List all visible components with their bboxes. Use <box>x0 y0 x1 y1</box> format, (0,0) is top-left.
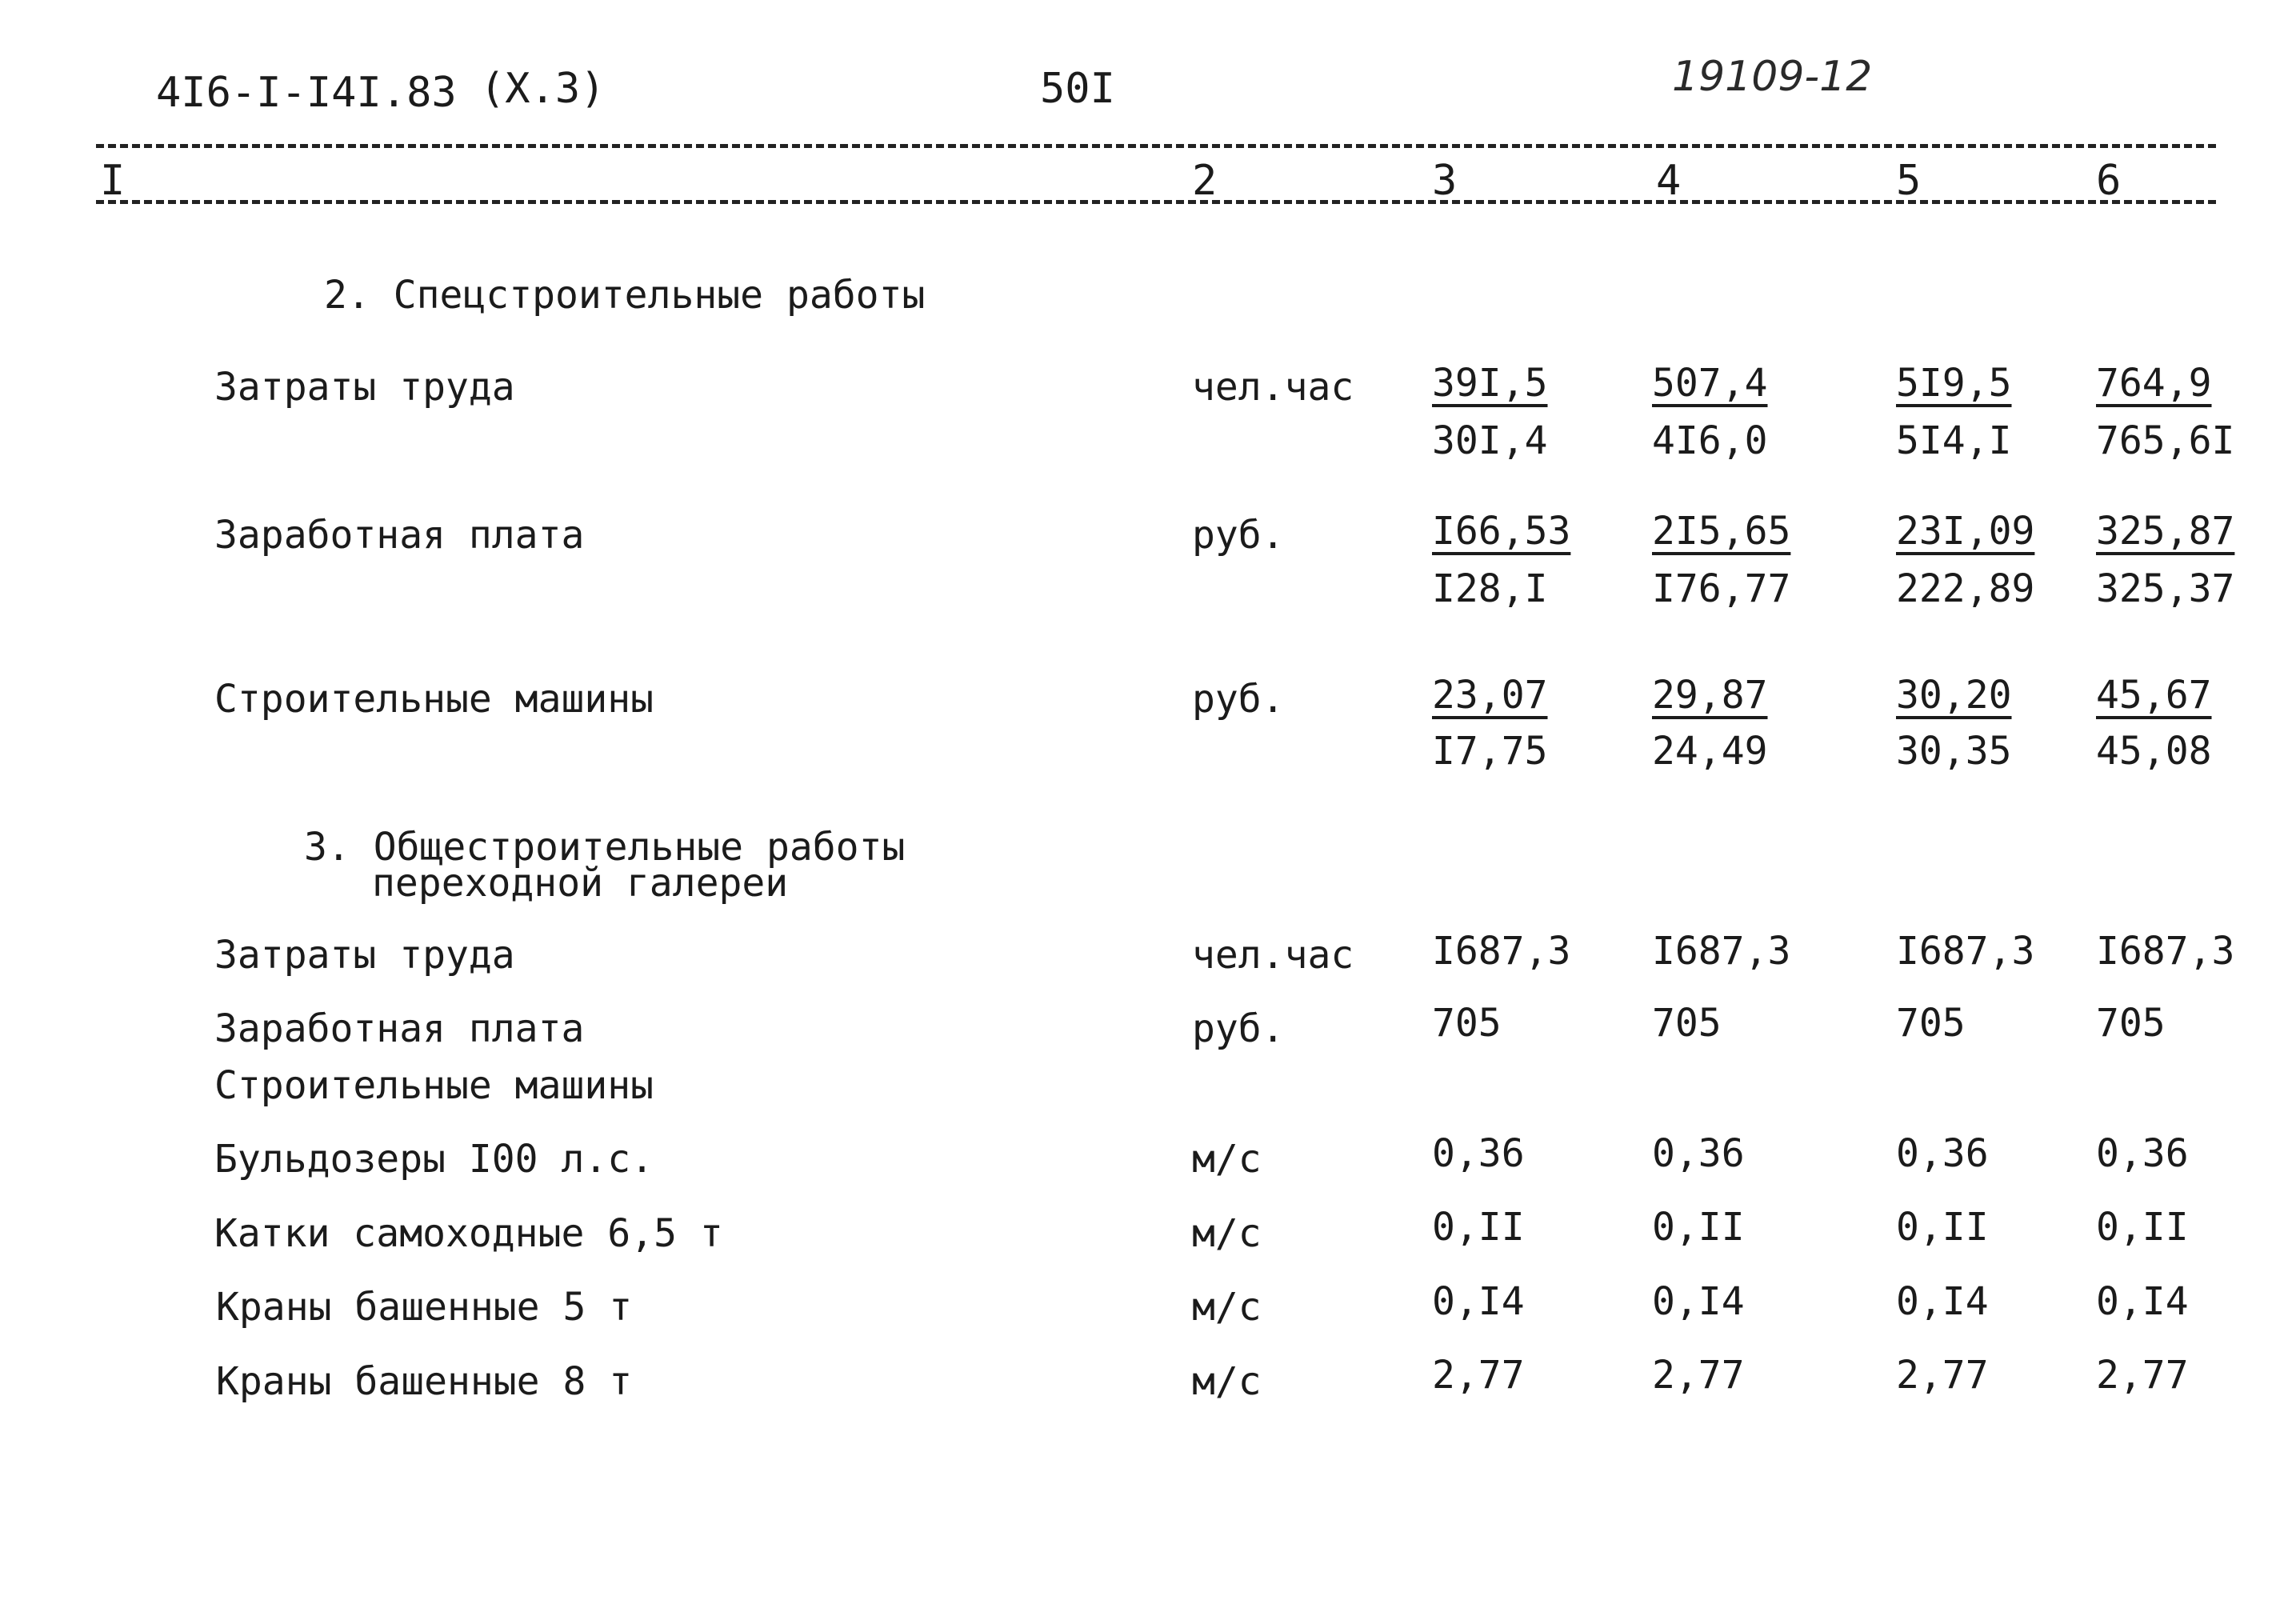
column-number: 6 <box>2096 157 2122 205</box>
row-label: Затраты труда <box>214 365 515 410</box>
value-bottom: 222,89 <box>1896 566 2035 611</box>
row-unit: чел.час <box>1192 365 1354 410</box>
value-bottom: I76,77 <box>1652 566 1791 611</box>
value-bottom: 30,35 <box>1896 729 2012 774</box>
value-bottom: 765,6I <box>2096 418 2235 463</box>
section-title: 3. Общестроительные работы <box>304 825 906 870</box>
value: 705 <box>1896 1001 1966 1046</box>
value: 705 <box>1652 1001 1722 1046</box>
value: 2,77 <box>1652 1353 1745 1398</box>
value: I687,3 <box>1896 929 2035 974</box>
value: 705 <box>2096 1001 2166 1046</box>
value-bottom: 5I4,I <box>1896 418 2012 463</box>
value: I687,3 <box>1432 929 1571 974</box>
value: 0,II <box>1432 1205 1525 1250</box>
value-bottom: 4I6,0 <box>1652 418 1768 463</box>
row-unit: м/с <box>1192 1211 1262 1256</box>
value: 0,36 <box>1652 1131 1745 1176</box>
value: 0,I4 <box>1896 1279 1989 1324</box>
row-unit: чел.час <box>1192 933 1354 978</box>
header-rule-top <box>96 144 2216 148</box>
value-bottom: I7,75 <box>1432 729 1548 774</box>
value: 0,I4 <box>2096 1279 2189 1324</box>
column-number: 2 <box>1192 157 1218 205</box>
section-title-continuation: переходной галереи <box>372 861 789 906</box>
document-code-suffix: (X.3) <box>480 65 606 113</box>
row-label: Краны башенные 5 т <box>216 1285 633 1330</box>
row-label: Строительные машины <box>214 677 654 722</box>
value: 705 <box>1432 1001 1502 1046</box>
value: I687,3 <box>2096 929 2235 974</box>
value-bottom: 24,49 <box>1652 729 1768 774</box>
row-label: Заработная плата <box>214 1006 585 1051</box>
row-unit: руб. <box>1192 677 1285 722</box>
value: I687,3 <box>1652 929 1791 974</box>
row-label: Заработная плата <box>214 513 585 558</box>
value: 0,I4 <box>1652 1279 1745 1324</box>
value: 0,II <box>1652 1205 1745 1250</box>
value: 0,36 <box>1896 1131 1989 1176</box>
handwritten-reference: 19109-12 <box>1672 53 1873 101</box>
page-number: 50I <box>1040 65 1115 113</box>
value-top: 764,9 <box>2096 361 2212 406</box>
value: 0,36 <box>2096 1131 2189 1176</box>
column-number: 5 <box>1896 157 1922 205</box>
value-top: 507,4 <box>1652 361 1768 406</box>
row-label: Краны башенные 8 т <box>216 1359 633 1404</box>
row-unit: м/с <box>1192 1137 1262 1182</box>
value-top: 325,87 <box>2096 509 2235 554</box>
row-label: Строительные машины <box>214 1063 654 1108</box>
value: 0,II <box>1896 1205 1989 1250</box>
value-top: 39I,5 <box>1432 361 1548 406</box>
row-label: Бульдозеры I00 л.с. <box>214 1137 654 1182</box>
value-top: 23,07 <box>1432 673 1548 718</box>
value-top: 5I9,5 <box>1896 361 2012 406</box>
row-unit: руб. <box>1192 513 1285 558</box>
row-unit: м/с <box>1192 1359 1262 1404</box>
row-unit: руб. <box>1192 1006 1285 1051</box>
row-label: Затраты труда <box>214 933 515 978</box>
value-bottom: 45,08 <box>2096 729 2212 774</box>
section-title: 2. Спецстроительные работы <box>324 273 926 318</box>
value-bottom: I28,I <box>1432 566 1548 611</box>
value-top: 30,20 <box>1896 673 2012 718</box>
value-top: 2I5,65 <box>1652 509 1791 554</box>
value-top: 29,87 <box>1652 673 1768 718</box>
row-label: Катки самоходные 6,5 т <box>214 1211 723 1256</box>
value-top: I66,53 <box>1432 509 1571 554</box>
value-top: 23I,09 <box>1896 509 2035 554</box>
column-number: 4 <box>1656 157 1682 205</box>
value: 0,II <box>2096 1205 2189 1250</box>
document-code: 4I6-I-I4I.83 <box>156 69 457 117</box>
value: 0,36 <box>1432 1131 1525 1176</box>
value: 2,77 <box>1432 1353 1525 1398</box>
column-number: I <box>100 157 126 205</box>
value-bottom: 325,37 <box>2096 566 2235 611</box>
value: 2,77 <box>1896 1353 1989 1398</box>
row-unit: м/с <box>1192 1285 1262 1330</box>
column-number: 3 <box>1432 157 1458 205</box>
value-bottom: 30I,4 <box>1432 418 1548 463</box>
value: 2,77 <box>2096 1353 2189 1398</box>
value: 0,I4 <box>1432 1279 1525 1324</box>
value-top: 45,67 <box>2096 673 2212 718</box>
